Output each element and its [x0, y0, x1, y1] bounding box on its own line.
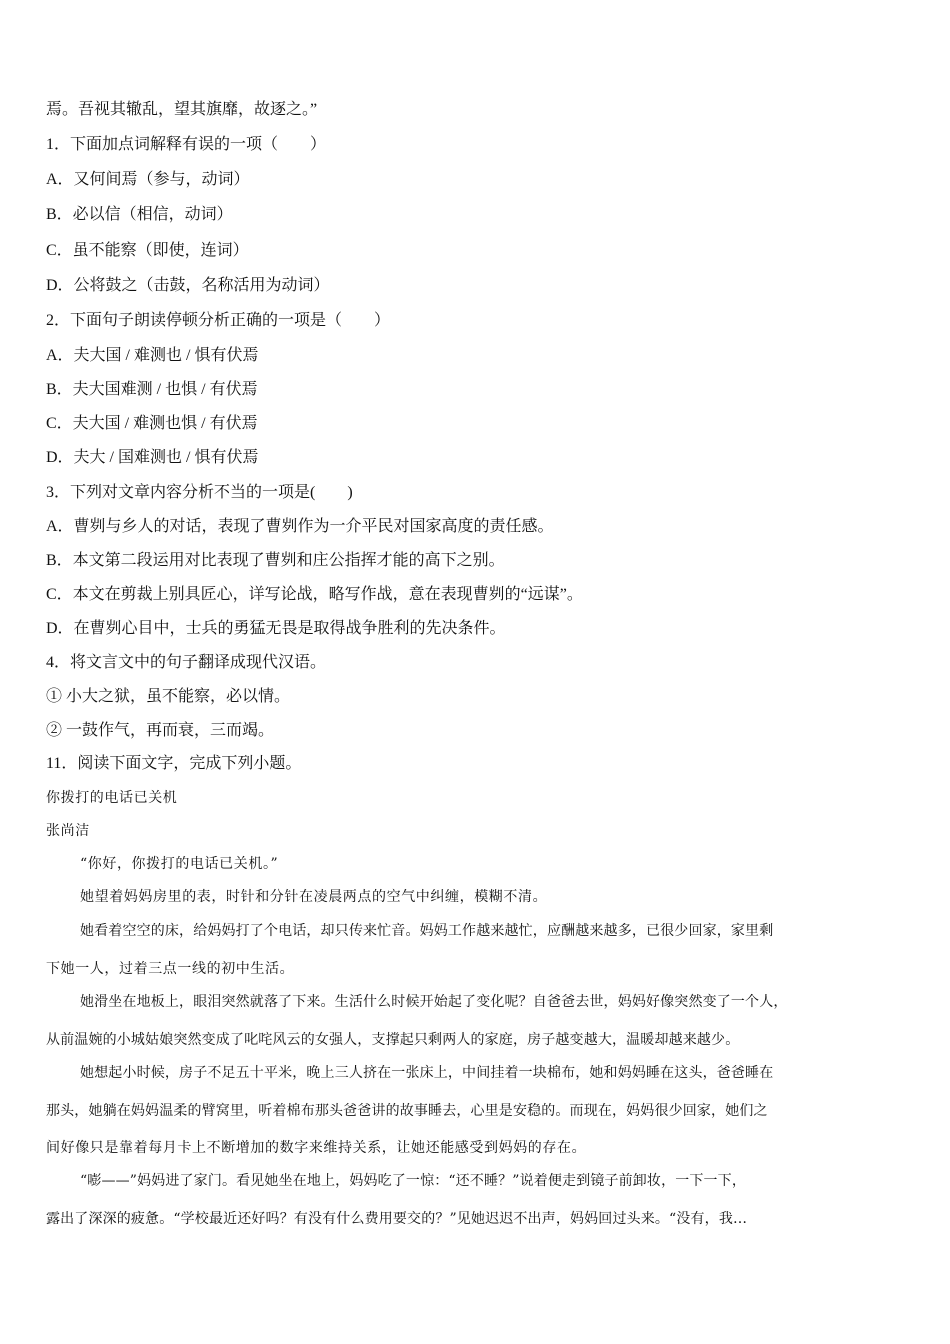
story-paragraph-3-line-2: 下她一人，过着三点一线的初中生活。: [46, 961, 295, 977]
passage-tail: 焉。吾视其辙乱，望其旗靡，故逐之。”: [46, 101, 318, 118]
q3-option-a: A．曹刿与乡人的对话，表现了曹刿作为一介平民对国家高度的责任感。: [46, 518, 554, 535]
story-paragraph-4-line-2: 从前温婉的小城姑娘突然变成了叱咤风云的女强人，支撑起只剩两人的家庭，房子越变越大，温暖却越来越少。: [46, 1032, 740, 1048]
story-author: 张尚洁: [46, 823, 90, 839]
q1-option-a: A．又何间焉（参与，动词）: [46, 171, 250, 188]
q2-option-a: A．夫大国 / 难测也 / 惧有伏焉: [46, 347, 259, 364]
q3-option-b: B．本文第二段运用对比表现了曹刿和庄公指挥才能的高下之别。: [46, 552, 505, 569]
story-paragraph-5-line-1: 她想起小时候，房子不足五十平米，晚上三人挤在一张床上，中间挂着一块棉布，她和妈妈睡在这头，爸爸睡在: [80, 1065, 774, 1081]
q3-option-c: C．本文在剪裁上别具匠心，详写论战，略写作战，意在表现曹刿的“远谋”。: [46, 586, 583, 603]
question-11: 11．阅读下面文字，完成下列小题。: [46, 755, 302, 772]
story-paragraph-5-line-2: 那头，她躺在妈妈温柔的臂窝里，听着棉布那头爸爸讲的故事睡去，心里是安稳的。而现在，妈妈很少回家，她们之: [46, 1103, 768, 1119]
q1-option-c: C．虽不能察（即使，连词）: [46, 242, 249, 259]
q3-option-d: D．在曹刿心目中，士兵的勇猛无畏是取得战争胜利的先决条件。: [46, 620, 506, 637]
question-1: 1．下面加点词解释有误的一项（ ）: [46, 136, 327, 153]
question-3: 3．下列对文章内容分析不当的一项是( ): [46, 484, 353, 501]
story-paragraph-5-line-3: 间好像只是靠着每月卡上不断增加的数字来维持关系，让她还能感受到妈妈的存在。: [46, 1140, 587, 1156]
q2-option-d: D．夫大 / 国难测也 / 惧有伏焉: [46, 449, 259, 466]
story-paragraph-6-line-1: “嘭——”妈妈进了家门。看见她坐在地上，妈妈吃了一惊：“还不睡？”说着便走到镜子前卸妆，一下一下，: [80, 1173, 746, 1189]
story-title: 你拨打的电话已关机: [46, 790, 178, 806]
q2-option-c: C．夫大国 / 难测也惧 / 有伏焉: [46, 415, 258, 432]
q4-item-2: ② 一鼓作气，再而衰，三而竭。: [46, 722, 275, 739]
question-4: 4．将文言文中的句子翻译成现代汉语。: [46, 654, 327, 671]
q1-option-b: B．必以信（相信，动词）: [46, 206, 233, 223]
question-2: 2．下面句子朗读停顿分析正确的一项是（ ）: [46, 312, 391, 329]
story-paragraph-6-line-2: 露出了深深的疲惫。“学校最近还好吗？有没有什么费用要交的？”见她迟迟不出声，妈妈回过头来。“没有，我…: [46, 1211, 748, 1227]
q2-option-b: B．夫大国难测 / 也惧 / 有伏焉: [46, 381, 258, 398]
story-paragraph-4-line-1: 她滑坐在地板上，眼泪突然就落了下来。生活什么时候开始起了变化呢？自爸爸去世，妈妈好像突然变了一个人，: [80, 994, 788, 1010]
q4-item-1: ① 小大之狱，虽不能察，必以情。: [46, 688, 291, 705]
story-paragraph-2: 她望着妈妈房里的表，时针和分针在凌晨两点的空气中纠缠，模糊不清。: [80, 889, 548, 905]
story-paragraph-3-line-1: 她看着空空的床，给妈妈打了个电话，却只传来忙音。妈妈工作越来越忙，应酬越来越多，已很少回家，家里剩: [80, 923, 774, 939]
story-paragraph-1: “你好，你拨打的电话已关机。”: [80, 856, 279, 872]
q1-option-d: D．公将鼓之（击鼓，名称活用为动词）: [46, 277, 330, 294]
